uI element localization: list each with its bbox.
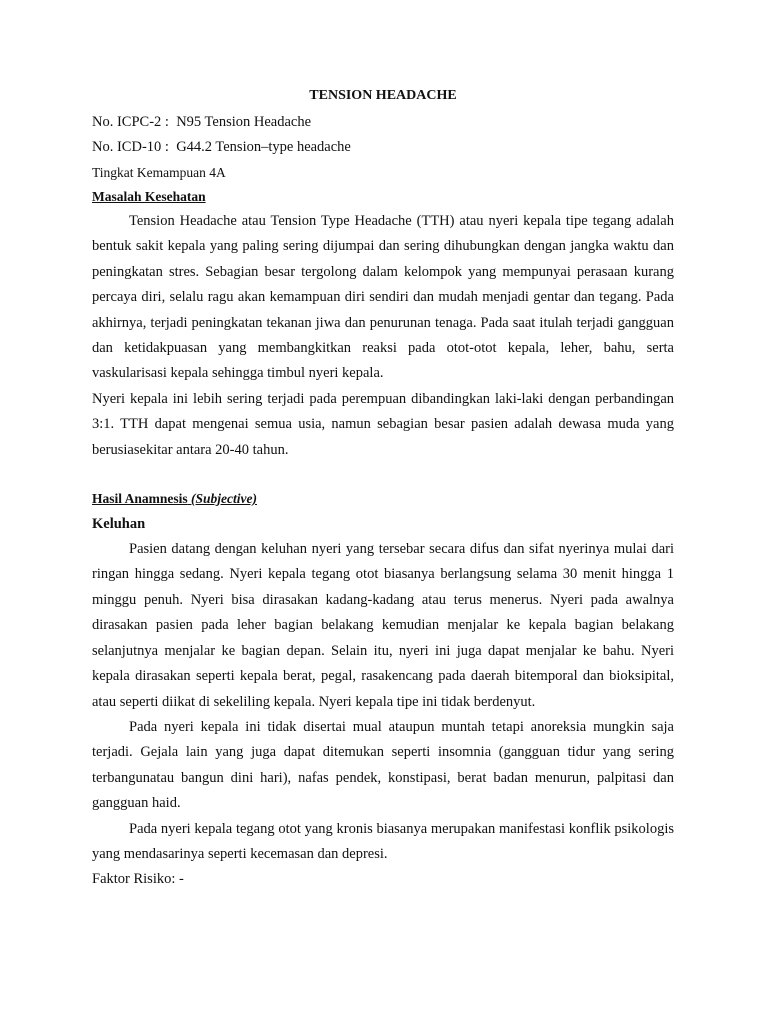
keluhan-heading: Keluhan <box>92 516 146 533</box>
section-spacer <box>92 463 674 487</box>
icpc-value: N95 Tension Headache <box>176 114 312 130</box>
icpc-label: No. ICPC-2 : <box>92 114 169 130</box>
paragraph-masalah-1: Tension Headache atau Tension Type Headache (TTH) atau nyeri kepala tipe tegang adalah bentuk sakit kepala yang paling sering dijumpai dan sering dihubungkan dengan jangka waktu dan peningkatan stres. Sebagian besar tergolong dalam kelompok yang mempunyai perasaan kurang percaya diri, selalu ragu akan kemampuan diri sendiri dan mudah menjadi gentar dan tegang. Pada akhirnya, terjadi peningkatan tekanan jiwa dan penurunan tenaga. Pada saat itulah terjadi gangguan dan ketidakpuasan yang membangkitkan reaksi pada otot-otot kepala, leher, bahu, serta vaskularisasi kepala sehingga timbul nyeri kepala. <box>92 213 674 382</box>
anamnesis-heading-italic: (Subjective) <box>191 491 258 507</box>
paragraph-keluhan-3: Pada nyeri kepala tegang otot yang kronis biasanya merupakan manifestasi konflik psikologis yang mendasarinya seperti kecemasan dan depresi. <box>92 820 674 862</box>
paragraph-masalah-2: Nyeri kepala ini lebih sering terjadi pada perempuan dibandingkan laki-laki dengan perbandingan 3:1. TTH dapat mengenai semua usia, namun sebagian besar pasien adalah dewasa muda yang berusiasekitar antara 20-40 tahun. <box>92 390 674 458</box>
document-title: TENSION HEADACHE <box>309 88 457 103</box>
section-heading-masalah: Masalah Kesehatan <box>92 189 206 204</box>
risk-factor-line: Faktor Risiko: - <box>92 871 184 888</box>
anamnesis-heading-text: Hasil Anamnesis <box>92 491 188 507</box>
document-content <box>92 86 674 892</box>
competency-level: Tingkat Kemampuan 4A <box>92 165 226 180</box>
paragraph-keluhan-1: Pasien datang dengan keluhan nyeri yang tersebar secara difus dan sifat nyerinya mulai dari ringan hingga sedang. Nyeri kepala tegang otot biasanya berlangsung selama 30 menit hingga 1 minggu penuh. Nyeri bisa dirasakan kadang-kadang atau terus menerus. Nyeri pada awalnya dirasakan pasien pada leher bagian belakang kemudian menjalar ke kepala bagian belakang selanjutnya menjalar ke bagian depan. Selain itu, nyeri ini juga dapat menjalar ke bahu. Nyeri kepala dirasakan seperti kepala berat, pegal, rasakencang pada daerah bitemporal dan bioksipital, atau seperti diikat di sekeliling kepala. Nyeri kepala tipe ini tidak berdenyut. <box>92 541 674 710</box>
icd-label: No. ICD-10 : <box>92 139 169 155</box>
paragraph-keluhan-2: Pada nyeri kepala ini tidak disertai mual ataupun muntah tetapi anoreksia mungkin saja terjadi. Gejala lain yang juga dapat ditemukan seperti insomnia (gangguan tidur yang sering terbangunatau bangun dini hari), nafas pendek, konstipasi, berat badan menurun, palpitasi dan gangguan haid. <box>92 718 674 812</box>
icd-code-line <box>92 135 674 160</box>
section-heading-anamnesis <box>92 487 674 511</box>
icd-value: G44.2 Tension–type headache <box>176 139 351 155</box>
icpc-code-line <box>92 110 674 135</box>
